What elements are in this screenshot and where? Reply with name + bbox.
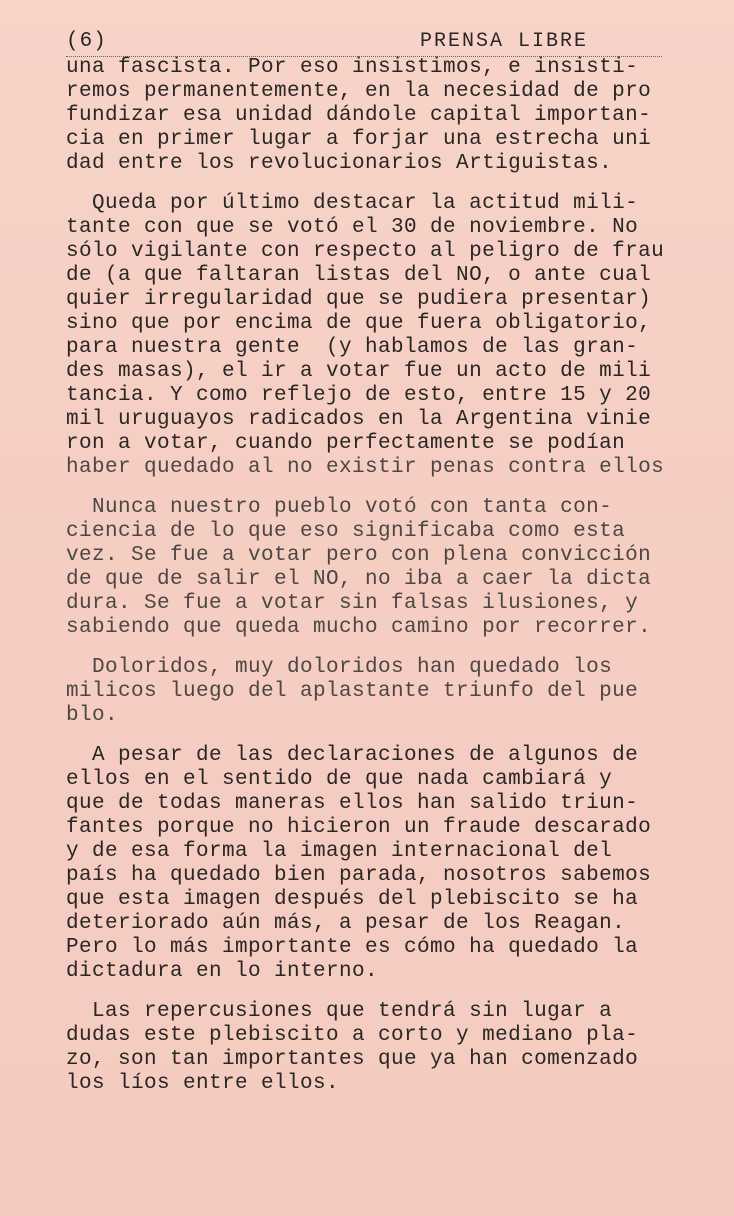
text-line: ron a votar, cuando perfectamente se podían bbox=[66, 432, 626, 455]
paragraph bbox=[66, 744, 696, 984]
paragraph bbox=[66, 56, 696, 176]
text-line: dudas este plebiscito a corto y mediano pla- bbox=[66, 1024, 639, 1047]
text-line: sólo vigilante con respecto al peligro de frau bbox=[66, 240, 665, 263]
text-line: ciencia de lo que eso significaba como esta bbox=[66, 520, 626, 543]
text-line: sabiendo que queda mucho camino por recorrer. bbox=[66, 616, 652, 639]
text-line: tante con que se votó el 30 de noviembre. No bbox=[66, 216, 639, 239]
text-line: mil uruguayos radicados en la Argentina vinie bbox=[66, 408, 652, 431]
text-line: Pero lo más importante es cómo ha quedado la bbox=[66, 936, 639, 959]
article-body bbox=[66, 56, 696, 1112]
text-line: Queda por último destacar la actitud mili- bbox=[66, 192, 639, 215]
text-line: una fascista. Por eso insistimos, e insisti- bbox=[66, 56, 639, 79]
text-line: para nuestra gente (y hablamos de las gran- bbox=[66, 336, 639, 359]
text-line: fantes porque no hicieron un fraude descarado bbox=[66, 816, 652, 839]
paragraph bbox=[66, 192, 696, 480]
text-line: des masas), el ir a votar fue un acto de mili bbox=[66, 360, 652, 383]
text-line: los líos entre ellos. bbox=[66, 1072, 340, 1095]
text-line: de que de salir el NO, no iba a caer la dicta bbox=[66, 568, 652, 591]
text-line: Las repercusiones que tendrá sin lugar a bbox=[66, 1000, 613, 1023]
text-line: cia en primer lugar a forjar una estrecha uni bbox=[66, 128, 652, 151]
page-number: (6) bbox=[66, 30, 107, 53]
text-line: fundizar esa unidad dándole capital importan- bbox=[66, 104, 652, 127]
text-line: dad entre los revolucionarios Artiguistas. bbox=[66, 152, 613, 175]
publication-title: PRENSA LIBRE bbox=[419, 30, 588, 53]
text-line: dura. Se fue a votar sin falsas ilusiones, y bbox=[66, 592, 639, 615]
paragraph bbox=[66, 496, 696, 640]
text-line: vez. Se fue a votar pero con plena convicción bbox=[66, 544, 652, 567]
text-line: dictadura en lo interno. bbox=[66, 960, 379, 983]
text-line: haber quedado al no existir penas contra ellos bbox=[66, 456, 665, 479]
text-line: que esta imagen después del plebiscito se ha bbox=[66, 888, 639, 911]
text-line: de (a que faltaran listas del NO, o ante cual bbox=[66, 264, 652, 287]
text-line: blo. bbox=[66, 704, 119, 727]
text-line: país ha quedado bien parada, nosotros sabemos bbox=[66, 864, 652, 887]
text-line: tancia. Y como reflejo de esto, entre 15 y 20 bbox=[66, 384, 652, 407]
text-line: quier irregularidad que se pudiera presentar) bbox=[66, 288, 652, 311]
page-header bbox=[66, 30, 662, 57]
text-line: Nunca nuestro pueblo votó con tanta con- bbox=[66, 496, 613, 519]
paragraph bbox=[66, 1000, 696, 1096]
text-line: remos permanentemente, en la necesidad de pro bbox=[66, 80, 652, 103]
text-line: deteriorado aún más, a pesar de los Reagan. bbox=[66, 912, 626, 935]
text-line: milicos luego del aplastante triunfo del pue bbox=[66, 680, 639, 703]
text-line: Doloridos, muy doloridos han quedado los bbox=[66, 656, 613, 679]
text-line: sino que por encima de que fuera obligatorio, bbox=[66, 312, 652, 335]
paragraph bbox=[66, 656, 696, 728]
text-line: zo, son tan importantes que ya han comenzado bbox=[66, 1048, 639, 1071]
text-line: A pesar de las declaraciones de algunos de bbox=[66, 744, 639, 767]
text-line: y de esa forma la imagen internacional del bbox=[66, 840, 613, 863]
text-line: ellos en el sentido de que nada cambiará y bbox=[66, 768, 613, 791]
text-line: que de todas maneras ellos han salido triun- bbox=[66, 792, 639, 815]
